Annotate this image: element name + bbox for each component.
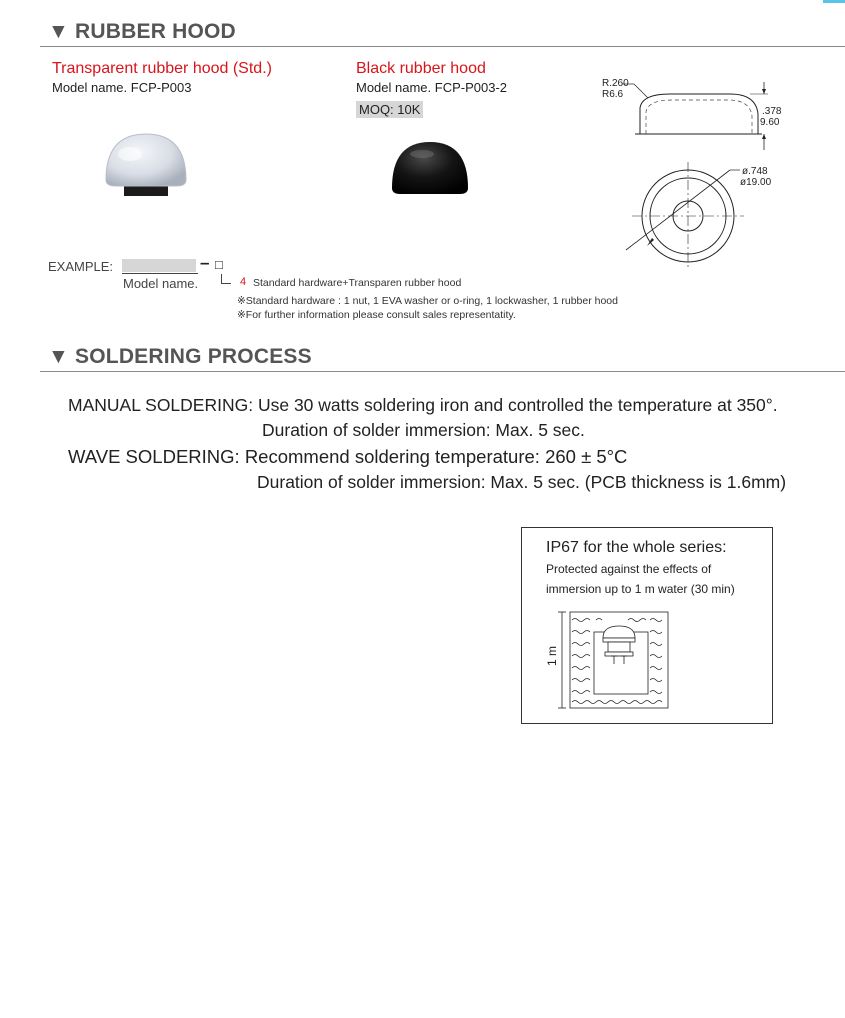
ip67-line1: Protected against the effects of	[546, 562, 712, 576]
diameter-inch: ø.748	[742, 166, 768, 177]
model-name-placeholder	[122, 259, 196, 272]
note-further-info: ※For further information please consult sales representatity.	[237, 309, 516, 321]
wave-duration: Duration of solder immersion: Max. 5 sec. (PCB thickness is 1.6mm)	[257, 472, 787, 492]
manual-duration: Duration of solder immersion: Max. 5 sec.	[262, 420, 585, 440]
example-dash: –	[200, 253, 210, 272]
collapse-triangle-icon: ▼	[48, 20, 69, 43]
ip67-title: IP67 for the whole series:	[546, 539, 727, 556]
tree-vertical	[221, 274, 222, 283]
note-standard-hardware: ※Standard hardware : 1 nut, 1 EVA washer or o-ring, 1 lockwasher, 1 rubber hood	[237, 295, 618, 307]
transparent-hood-title: Transparent rubber hood (Std.)	[52, 60, 272, 77]
black-hood-title: Black rubber hood	[356, 60, 486, 77]
model-underline	[122, 273, 198, 274]
transparent-hood-image	[100, 128, 192, 200]
option-text: Standard hardware+Transparen rubber hood	[253, 277, 462, 289]
ip67-box	[521, 527, 773, 724]
radius-inch: R.260	[602, 78, 629, 89]
moq-badge: MOQ: 10K	[356, 101, 423, 118]
soldering-title: SOLDERING PROCESS	[75, 345, 312, 368]
ip67-line2: immersion up to 1 m water (30 min)	[546, 582, 735, 596]
rubber-hood-title: RUBBER HOOD	[75, 20, 236, 43]
transparent-hood-model: Model name. FCP-P003	[52, 80, 192, 95]
black-hood-model: Model name. FCP-P003-2	[356, 80, 508, 95]
water-immersion-diagram	[550, 608, 680, 712]
wave-soldering-line	[68, 446, 627, 468]
collapse-triangle-icon: ▼	[48, 345, 69, 368]
height-mm: 9.60	[760, 117, 780, 128]
corner-accent	[823, 0, 845, 3]
manual-soldering-label: MANUAL SOLDERING:	[68, 395, 254, 415]
depth-label: 1 m	[545, 645, 559, 666]
tree-horizontal	[221, 283, 231, 284]
black-hood-image	[388, 138, 472, 196]
diameter-mm: ø19.00	[740, 177, 772, 188]
manual-soldering-text: Use 30 watts soldering iron and controlled the temperature at 350°.	[257, 395, 778, 415]
radius-mm: R6.6	[602, 89, 624, 100]
option-box-icon: □	[215, 257, 223, 272]
section-title-rubber-hood	[48, 20, 236, 44]
option-code: 4	[240, 276, 247, 288]
wave-soldering-text: Recommend soldering temperature: 260 ± 5°C	[244, 446, 628, 467]
section-title-soldering	[48, 345, 312, 369]
manual-soldering-line	[68, 395, 778, 416]
example-model-label: Model name.	[123, 276, 199, 291]
example-label: EXAMPLE:	[48, 259, 114, 274]
section-divider	[40, 46, 845, 47]
height-inch: .378	[762, 106, 782, 117]
section-divider	[40, 371, 845, 372]
wave-soldering-label: WAVE SOLDERING:	[68, 446, 240, 467]
